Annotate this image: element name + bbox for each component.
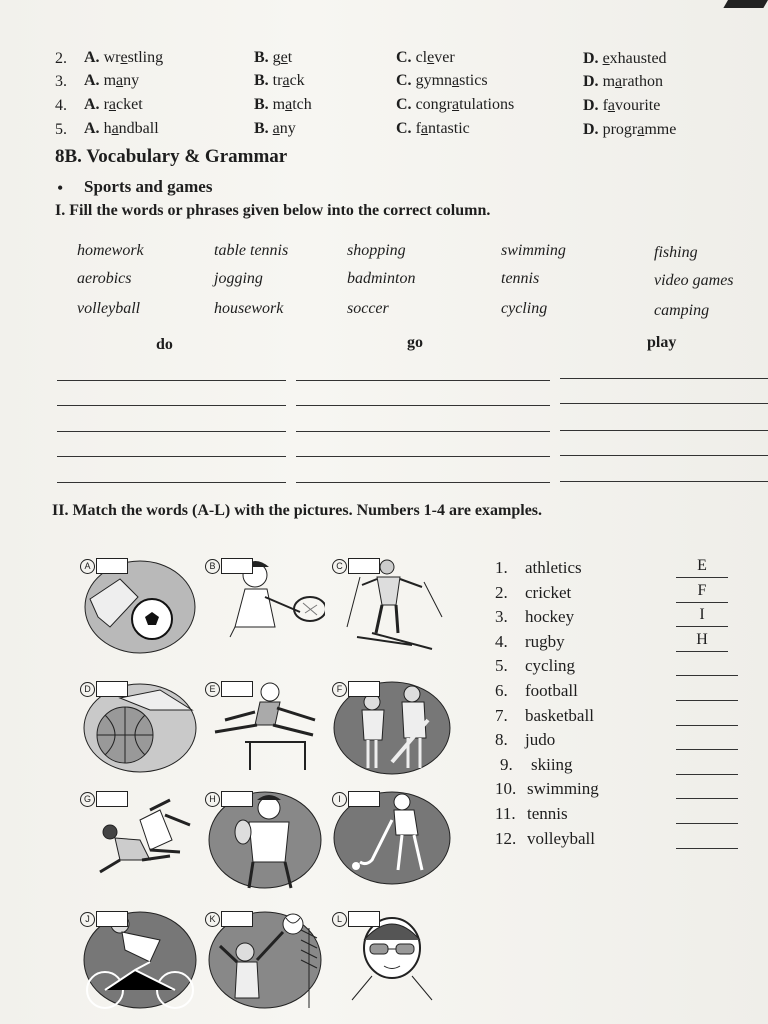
word-bank-item: table tennis xyxy=(214,242,289,259)
word-part: xhausted xyxy=(609,50,667,67)
underlined-letter: a xyxy=(111,120,119,137)
picture-answer-box[interactable] xyxy=(96,911,128,927)
column-heading-play: play xyxy=(647,334,677,351)
answer-blank-line[interactable] xyxy=(57,380,286,381)
match-answer[interactable]: E xyxy=(697,557,707,574)
word-part: gymn xyxy=(415,72,453,89)
option-a[interactable] xyxy=(84,96,143,114)
picture-answer-box[interactable] xyxy=(221,681,253,697)
option-c[interactable] xyxy=(396,96,514,114)
word-bank-item: video games xyxy=(654,272,734,289)
word-part: tulations xyxy=(459,96,515,113)
word-part: tr xyxy=(272,72,283,89)
match-word: athletics xyxy=(525,558,582,577)
word-part: mme xyxy=(644,121,677,138)
option-b[interactable] xyxy=(254,96,312,114)
option-letter: D. xyxy=(583,97,599,114)
option-letter: C. xyxy=(396,96,412,113)
option-a[interactable] xyxy=(84,72,139,90)
option-letter: C. xyxy=(396,120,412,137)
underlined-letter: e xyxy=(602,50,610,67)
picture-i-hockey xyxy=(332,790,452,890)
option-letter: C. xyxy=(396,72,412,89)
answer-blank-line[interactable] xyxy=(560,378,768,379)
option-a[interactable] xyxy=(84,120,159,138)
match-answer-line[interactable] xyxy=(676,651,728,652)
word-part: ny xyxy=(123,72,140,89)
underlined-letter: a xyxy=(108,96,116,113)
option-d[interactable] xyxy=(583,73,663,91)
task-2-title: II. Match the words (A-L) with the pictures. Numbers 1-4 are examples. xyxy=(52,502,543,519)
answer-blank-line[interactable] xyxy=(57,456,286,457)
picture-letter-label: C xyxy=(332,559,347,574)
word-part: wr xyxy=(103,49,121,66)
underlined-letter: a xyxy=(420,120,428,137)
match-answer-line[interactable] xyxy=(676,675,738,676)
underlined-letter: a xyxy=(615,73,623,90)
picture-k-volleyball xyxy=(205,910,325,1010)
word-bank-item: camping xyxy=(654,302,710,319)
word-part: m xyxy=(602,73,616,90)
word-part: cl xyxy=(415,49,428,66)
picture-letter-label: I xyxy=(332,792,347,807)
match-number: 1. xyxy=(495,558,508,577)
match-answer-line[interactable] xyxy=(676,798,738,799)
word-bank-item: shopping xyxy=(347,242,406,259)
option-letter: C. xyxy=(396,49,412,66)
answer-blank-line[interactable] xyxy=(57,431,286,432)
picture-letter-label: J xyxy=(80,912,95,927)
underlined-letter: a xyxy=(282,72,290,89)
underlined-letter: e xyxy=(280,49,288,66)
match-answer[interactable]: H xyxy=(696,630,708,648)
picture-answer-box[interactable] xyxy=(348,791,380,807)
answer-blank-line[interactable] xyxy=(57,482,286,483)
answer-blank-line[interactable] xyxy=(296,405,550,406)
word-bank-item: volleyball xyxy=(77,300,141,317)
word-bank-item: swimming xyxy=(501,242,566,259)
underlined-letter: e xyxy=(427,49,435,66)
picture-f-cricket xyxy=(332,680,452,780)
option-a[interactable] xyxy=(84,49,163,67)
question-number: 4. xyxy=(55,97,67,114)
word-part: ny xyxy=(279,120,296,137)
match-number: 10. xyxy=(495,779,517,799)
option-b[interactable] xyxy=(254,120,296,138)
word-bank-item: aerobics xyxy=(77,270,132,287)
picture-a-football xyxy=(80,557,200,657)
match-number: 8. xyxy=(495,730,508,750)
word-part: stics xyxy=(459,72,488,89)
question-number: 2. xyxy=(55,50,67,67)
option-letter: B. xyxy=(254,49,269,66)
underlined-letter: a xyxy=(607,97,615,114)
picture-letter-label: B xyxy=(205,559,220,574)
picture-answer-box[interactable] xyxy=(221,911,253,927)
word-part: vourite xyxy=(615,97,661,114)
picture-letter-label: E xyxy=(205,682,220,697)
match-word: judo xyxy=(525,730,556,750)
word-bank-item: housework xyxy=(214,300,284,317)
answer-blank-line[interactable] xyxy=(560,430,768,431)
picture-answer-box[interactable] xyxy=(96,791,128,807)
option-c[interactable] xyxy=(396,72,488,90)
picture-letter-label: F xyxy=(332,682,347,697)
option-letter: D. xyxy=(583,73,599,90)
picture-l-swimming xyxy=(332,910,452,1010)
answer-blank-line[interactable] xyxy=(296,482,550,483)
column-heading-go: go xyxy=(407,334,423,351)
task-1-title: I. Fill the words or phrases given below into the correct column. xyxy=(55,202,491,219)
match-number: 11. xyxy=(495,804,516,823)
word-part: ver xyxy=(434,49,455,66)
word-part: t xyxy=(287,49,293,66)
underlined-letter: a xyxy=(272,120,280,137)
option-letter: A. xyxy=(84,96,100,113)
match-number: 5. xyxy=(495,656,508,676)
option-letter: A. xyxy=(84,120,100,137)
match-word: cycling xyxy=(525,656,576,676)
word-part: ntastic xyxy=(428,120,470,137)
bullet-icon: • xyxy=(57,178,64,198)
option-letter: A. xyxy=(84,49,100,66)
picture-c-ski xyxy=(332,557,452,657)
match-answer[interactable]: I xyxy=(699,606,705,624)
answer-blank-line[interactable] xyxy=(296,380,550,381)
word-bank-item: soccer xyxy=(347,300,389,317)
match-number: 4. xyxy=(495,631,508,651)
match-answer-line[interactable] xyxy=(676,823,738,824)
picture-letter-label: D xyxy=(80,682,95,697)
word-part: stling xyxy=(127,49,164,66)
option-d[interactable] xyxy=(583,97,660,115)
picture-answer-box[interactable] xyxy=(96,681,128,697)
match-word: skiing xyxy=(531,754,573,774)
underlined-letter: a xyxy=(116,72,124,89)
word-part: ck xyxy=(289,72,305,89)
match-number: 6. xyxy=(495,681,508,700)
word-part: cket xyxy=(116,96,143,113)
option-letter: A. xyxy=(84,72,100,89)
picture-answer-box[interactable] xyxy=(348,558,380,574)
match-word: hockey xyxy=(525,607,575,627)
underlined-letter: a xyxy=(637,121,645,138)
subsection-title: Sports and games xyxy=(84,177,213,196)
picture-answer-box[interactable] xyxy=(221,791,253,807)
word-part: h xyxy=(103,120,112,137)
option-letter: D. xyxy=(583,121,599,138)
word-part: g xyxy=(272,49,281,66)
picture-letter-label: K xyxy=(205,912,220,927)
answer-blank-line[interactable] xyxy=(296,456,550,457)
picture-letter-label: H xyxy=(205,792,220,807)
option-c[interactable] xyxy=(396,120,470,138)
match-answer-line[interactable] xyxy=(676,725,738,726)
option-b[interactable] xyxy=(254,49,292,67)
picture-h-rugby xyxy=(205,790,325,890)
option-b[interactable] xyxy=(254,72,305,90)
word-bank-item: fishing xyxy=(654,244,698,261)
picture-b-tennis xyxy=(205,557,325,657)
match-number: 3. xyxy=(495,607,508,627)
answer-blank-line[interactable] xyxy=(296,431,550,432)
word-part: r xyxy=(103,96,109,113)
answer-blank-line[interactable] xyxy=(560,481,768,482)
match-word: swimming xyxy=(527,779,599,799)
match-word: rugby xyxy=(525,631,565,651)
word-bank-item: badminton xyxy=(347,270,416,287)
match-word: football xyxy=(525,681,578,700)
option-d[interactable] xyxy=(583,50,667,68)
answer-blank-line[interactable] xyxy=(560,403,768,404)
question-number: 3. xyxy=(55,73,67,90)
picture-answer-box[interactable] xyxy=(348,911,380,927)
page-corner-shadow xyxy=(723,0,768,8)
word-bank-item: homework xyxy=(77,242,144,259)
match-number: 7. xyxy=(495,705,508,725)
word-part: f xyxy=(602,97,608,114)
answer-blank-line[interactable] xyxy=(560,455,768,456)
match-answer-line[interactable] xyxy=(676,602,728,603)
match-answer[interactable]: F xyxy=(697,581,707,599)
picture-letter-label: A xyxy=(80,559,95,574)
option-letter: B. xyxy=(254,120,269,137)
word-bank-item: tennis xyxy=(501,270,540,287)
word-part: progr xyxy=(602,121,638,138)
picture-answer-box[interactable] xyxy=(221,558,253,574)
answer-blank-line[interactable] xyxy=(57,405,286,406)
underlined-letter: e xyxy=(120,49,128,66)
match-word: tennis xyxy=(527,804,568,823)
match-word: cricket xyxy=(525,582,572,602)
picture-answer-box[interactable] xyxy=(96,558,128,574)
match-answer-line[interactable] xyxy=(676,774,738,775)
match-answer-line[interactable] xyxy=(676,577,728,578)
option-letter: B. xyxy=(254,96,269,113)
underlined-letter: a xyxy=(285,96,293,113)
column-heading-do: do xyxy=(156,336,173,353)
word-part: congr xyxy=(415,96,452,113)
section-title: 8B. Vocabulary & Grammar xyxy=(55,146,288,167)
match-answer-line[interactable] xyxy=(676,848,738,849)
picture-d-basketball xyxy=(80,680,200,780)
word-part: ndball xyxy=(118,120,159,137)
word-part: rathon xyxy=(622,73,663,90)
match-answer-line[interactable] xyxy=(676,749,738,750)
picture-g-judo xyxy=(80,790,200,890)
picture-j-cycling xyxy=(80,910,200,1010)
option-d[interactable] xyxy=(583,121,676,139)
word-part: f xyxy=(415,120,421,137)
option-letter: D. xyxy=(583,50,599,67)
word-bank-item: cycling xyxy=(501,300,548,317)
underlined-letter: a xyxy=(452,72,460,89)
picture-letter-label: L xyxy=(332,912,347,927)
picture-letter-label: G xyxy=(80,792,95,807)
picture-e-athletics xyxy=(205,680,325,780)
match-answer-line[interactable] xyxy=(676,626,728,627)
word-part: tch xyxy=(292,96,312,113)
match-word: basketball xyxy=(525,705,594,725)
question-number: 5. xyxy=(55,121,67,138)
option-letter: B. xyxy=(254,72,269,89)
match-answer-line[interactable] xyxy=(676,700,738,701)
match-number: 2. xyxy=(495,582,508,602)
match-number: 12. xyxy=(495,828,517,848)
match-word: volleyball xyxy=(527,828,595,848)
option-c[interactable] xyxy=(396,49,455,67)
underlined-letter: a xyxy=(452,96,460,113)
picture-answer-box[interactable] xyxy=(348,681,380,697)
match-number: 9. xyxy=(500,754,513,774)
word-part: m xyxy=(272,96,286,113)
word-part: m xyxy=(103,72,117,89)
word-bank-item: jogging xyxy=(214,270,263,287)
